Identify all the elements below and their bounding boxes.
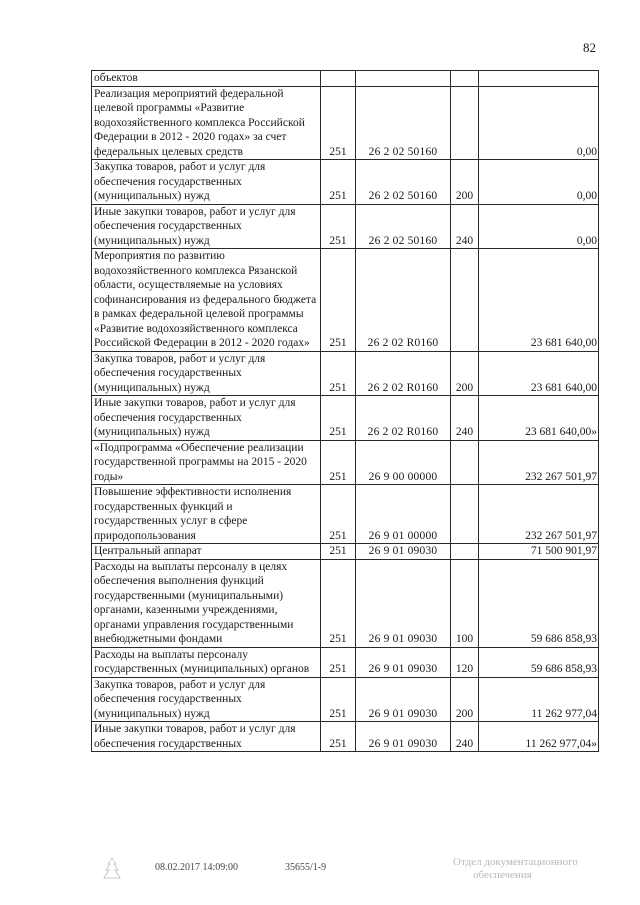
vr-code-cell [451,440,479,485]
vr-code-cell: 200 [451,677,479,722]
item-name-cell: Закупка товаров, работ и услуг для обеспечения государственных (муниципальных) нужд [92,160,321,205]
amount-cell [479,71,599,87]
amount-cell: 71 500 901,97 [479,544,599,560]
table-row [92,485,599,544]
amount-cell: 23 681 640,00» [479,396,599,441]
csr-code-cell: 26 2 02 R0160 [356,396,451,441]
table-row [92,396,599,441]
amount-cell: 232 267 501,97 [479,485,599,544]
amount-cell: 0,00 [479,160,599,205]
csr-code-cell: 26 9 01 00000 [356,485,451,544]
table-row [92,559,599,647]
csr-code-cell: 26 9 01 09030 [356,722,451,752]
item-name-cell: Центральный аппарат [92,544,321,560]
footer-stamp [453,856,578,882]
csr-code-cell: 26 2 02 50160 [356,204,451,249]
ved-code-cell: 251 [321,160,356,205]
table-row [92,160,599,205]
amount-cell: 23 681 640,00 [479,249,599,352]
vr-code-cell [451,485,479,544]
table-row [92,722,599,752]
footer-datetime: 08.02.2017 14:09:00 [155,862,239,873]
ved-code-cell: 251 [321,396,356,441]
vr-code-cell: 120 [451,647,479,677]
ved-code-cell: 251 [321,485,356,544]
vr-code-cell [451,86,479,160]
item-name-cell: Повышение эффективности исполнения государственных функций и государственных услуг в сфере природопользования [92,485,321,544]
ved-code-cell: 251 [321,677,356,722]
csr-code-cell: 26 2 02 50160 [356,160,451,205]
amount-cell: 11 262 977,04 [479,677,599,722]
vr-code-cell: 240 [451,722,479,752]
table-row [92,249,599,352]
ved-code-cell: 251 [321,351,356,396]
emblem-icon [97,856,127,882]
table-row [92,351,599,396]
csr-code-cell: 26 2 02 R0160 [356,351,451,396]
csr-code-cell: 26 9 01 09030 [356,559,451,647]
footer-stamp-line-1: Отдел документационного [453,856,578,868]
ved-code-cell: 251 [321,204,356,249]
csr-code-cell: 26 9 00 00000 [356,440,451,485]
vr-code-cell: 240 [451,204,479,249]
item-name-cell: Иные закупки товаров, работ и услуг для обеспечения государственных (муниципальных) нужд [92,396,321,441]
item-name-cell: «Подпрограмма «Обеспечение реализации государственной программы на 2015 - 2020 годы» [92,440,321,485]
table-row [92,647,599,677]
vr-code-cell: 100 [451,559,479,647]
amount-cell: 23 681 640,00 [479,351,599,396]
amount-cell: 59 686 858,93 [479,559,599,647]
item-name-cell: Иные закупки товаров, работ и услуг для обеспечения государственных [92,722,321,752]
item-name-cell: Иные закупки товаров, работ и услуг для обеспечения государственных (муниципальных) нужд [92,204,321,249]
vr-code-cell: 200 [451,351,479,396]
footer-stamp-line-2: обеспечения [473,869,532,881]
vr-code-cell [451,71,479,87]
item-name-cell: Мероприятия по развитию водохозяйственного комплекса Рязанской области, осуществляемые на условиях софинансирования из федерального бюджета в рамках федеральной целевой программы «Развитие водохозяйственного комплекса Российской Федерации в 2012 - 2020 годах» [92,249,321,352]
ved-code-cell: 251 [321,722,356,752]
item-name-cell: Реализация мероприятий федеральной целевой программы «Развитие водохозяйственного комплекса Российской Федерации в 2012 - 2020 годах» за счет федеральных целевых средств [92,86,321,160]
amount-cell: 0,00 [479,86,599,160]
ved-code-cell: 251 [321,249,356,352]
vr-code-cell [451,544,479,560]
table-row [92,677,599,722]
vr-code-cell: 200 [451,160,479,205]
amount-cell: 11 262 977,04» [479,722,599,752]
ved-code-cell: 251 [321,86,356,160]
csr-code-cell: 26 2 02 50160 [356,86,451,160]
ved-code-cell: 251 [321,440,356,485]
ved-code-cell [321,71,356,87]
table-row [92,440,599,485]
ved-code-cell: 251 [321,647,356,677]
footer-doc-number: 35655/1-9 [285,862,327,873]
table-row [92,71,599,87]
ved-code-cell: 251 [321,544,356,560]
ved-code-cell: 251 [321,559,356,647]
item-name-cell: объектов [92,71,321,87]
table-row [92,86,599,160]
page-number: 82 [583,40,596,55]
csr-code-cell [356,71,451,87]
amount-cell: 232 267 501,97 [479,440,599,485]
vr-code-cell: 240 [451,396,479,441]
item-name-cell: Закупка товаров, работ и услуг для обеспечения государственных (муниципальных) нужд [92,351,321,396]
item-name-cell: Расходы на выплаты персоналу в целях обеспечения выполнения функций государственными (муниципальными) органами, казенными учреждениями, органами управления государственными внебюджетными фондами [92,559,321,647]
amount-cell: 0,00 [479,204,599,249]
item-name-cell: Расходы на выплаты персоналу государственных (муниципальных) органов [92,647,321,677]
budget-table [91,70,599,752]
table-row [92,544,599,560]
vr-code-cell [451,249,479,352]
table-row [92,204,599,249]
item-name-cell: Закупка товаров, работ и услуг для обеспечения государственных (муниципальных) нужд [92,677,321,722]
csr-code-cell: 26 2 02 R0160 [356,249,451,352]
csr-code-cell: 26 9 01 09030 [356,677,451,722]
csr-code-cell: 26 9 01 09030 [356,544,451,560]
amount-cell: 59 686 858,93 [479,647,599,677]
csr-code-cell: 26 9 01 09030 [356,647,451,677]
